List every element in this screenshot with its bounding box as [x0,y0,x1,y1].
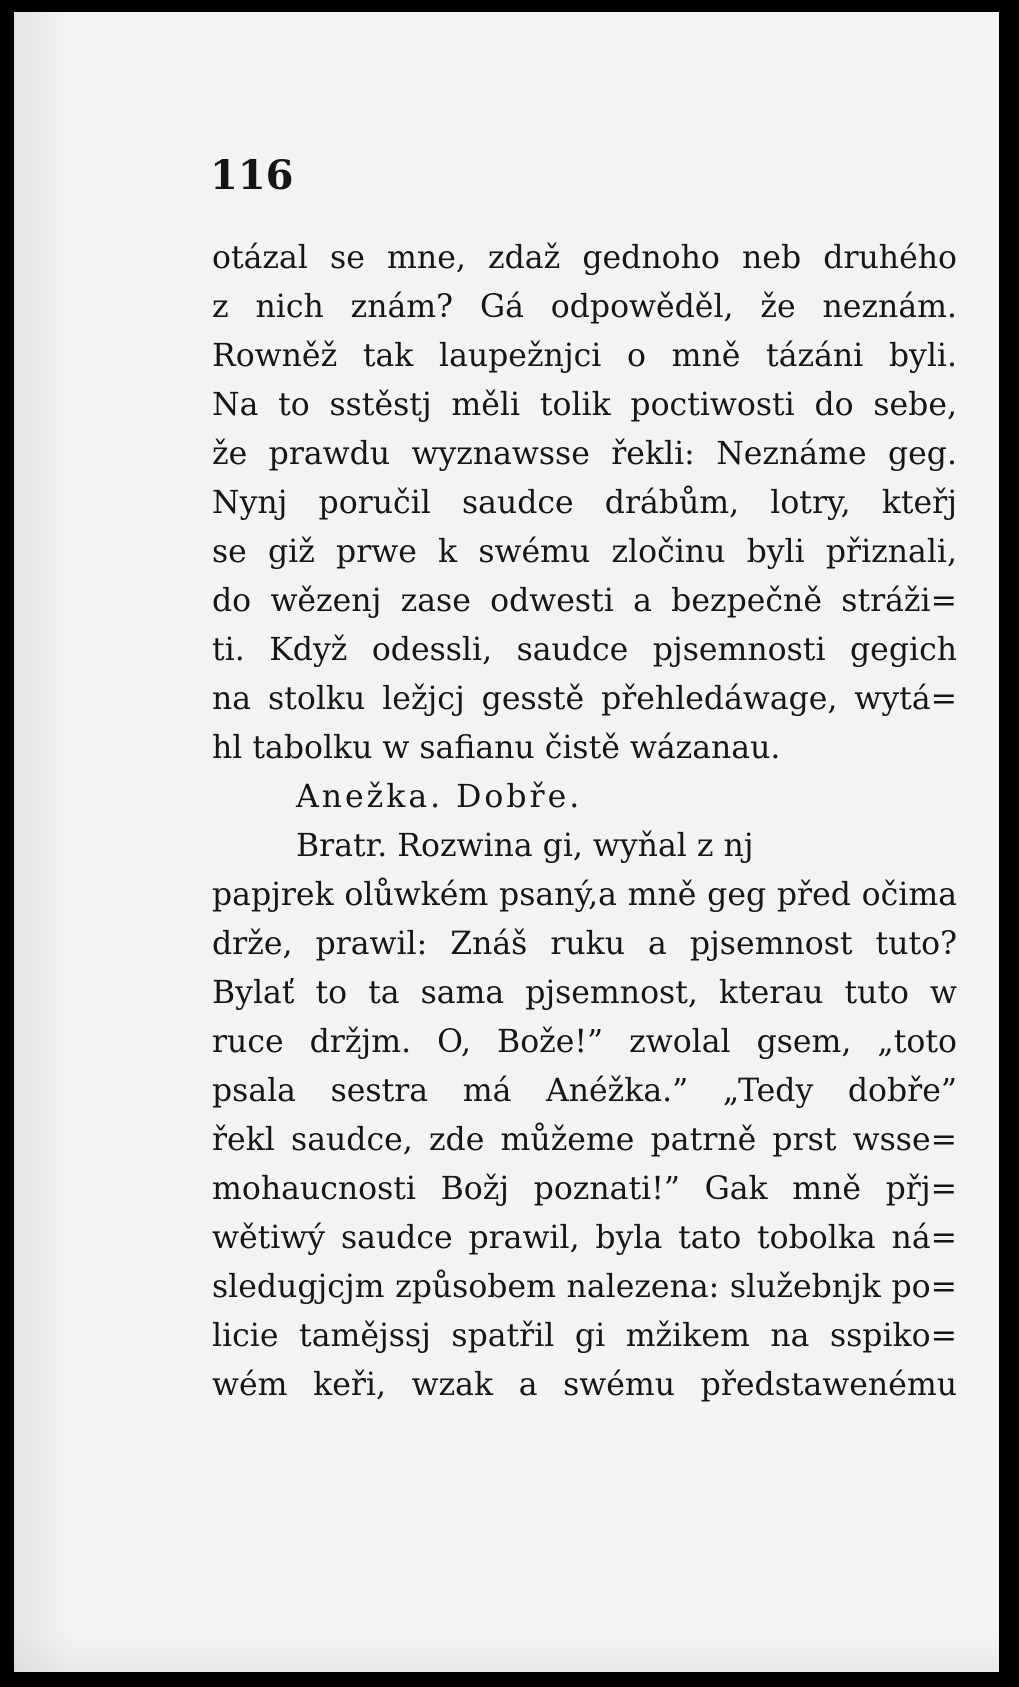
text-line: psala sestra má Anéžka.” „Tedy dobře” [212,1073,957,1109]
text-line: otázal se mne, zdaž gednoho neb druhého [212,240,957,276]
book-page [14,12,999,1672]
text-line: na stolku ležjcj gesstě přehledáwage, wytá= [212,681,957,717]
text-line: wětiwý saudce prawil, byla tato tobolka ná= [212,1220,957,1256]
text-line: Bylať to ta sama pjsemnost, kterau tuto w [212,975,957,1011]
text-line: licie tamějssj spatřil gi mžikem na sspiko= [212,1318,957,1354]
text-line: papjrek olůwkém psaný,a mně geg před očima [212,877,957,913]
text-line: drže, prawil: Znáš ruku a pjsemnost tuto? [212,926,957,962]
speaker-line: Anežka. Dobře. [296,779,583,815]
text-line: se giž prwe k swému zločinu byli přiznali, [212,534,957,570]
text-line: Rowněž tak laupežnjci o mně tázáni byli. [212,338,957,374]
text-line: ruce držjm. O, Bože!” zwolal gsem, „toto [212,1024,957,1060]
text-line: řekl saudce, zde můžeme patrně prst wsse= [212,1122,957,1158]
text-line: že prawdu wyznawsse řekli: Neznáme geg. [212,436,957,472]
text-line: sledugjcjm způsobem nalezena: služebnjk po= [212,1269,957,1305]
body-text [212,234,957,1410]
page-number: 116 [210,152,294,199]
text-line: mohaucnosti Božj poznati!” Gak mně přj= [212,1171,957,1207]
text-line: Nynj poručil saudce drábům, lotry, kteřj [212,485,957,521]
speaker-line: Bratr. Rozwina gi, wyňal z nj [296,828,754,864]
text-line: hl tabolku w safianu čistě wázanau. [212,730,781,766]
text-line: Na to sstěstj měli tolik poctiwosti do sebe, [212,387,957,423]
text-line: ti. Když odessli, saudce pjsemnosti gegich [212,632,957,668]
text-line: z nich znám? Gá odpowěděl, že neznám. [212,289,957,325]
text-line: do wězenj zase odwesti a bezpečně stráži= [212,583,957,619]
text-line: wém keři, wzak a swému předstawenému [212,1367,957,1403]
